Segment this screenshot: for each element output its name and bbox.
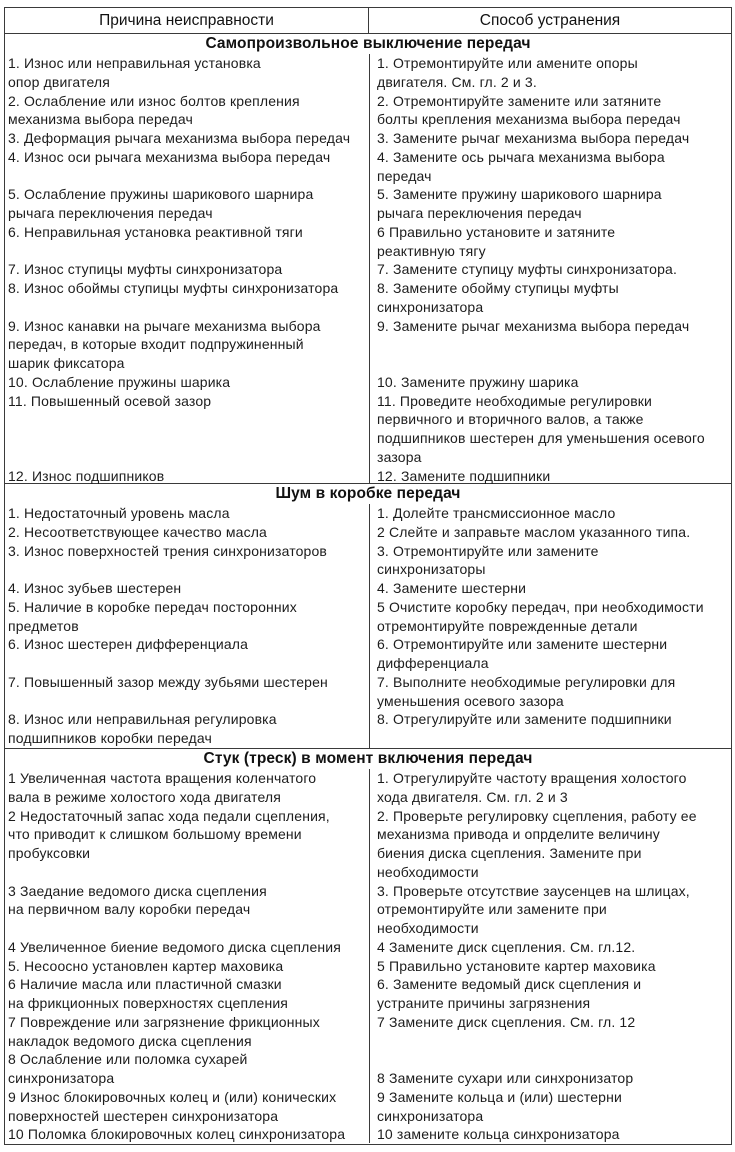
table-row [5, 392, 731, 467]
remedy-cell: 11. Проведите необходимые регулировки первичного и вторичного валов, а также подшипников шестерен для уменьшения осевого зазора [377, 392, 705, 465]
remedy-cell: 7 Замените диск сцепления. См. гл. 12 [377, 1013, 636, 1030]
cause-cell: 2. Ослабление или износ болтов крепления механизма выбора передач [8, 92, 300, 128]
cause-cell: 5. Ослабление пружины шарикового шарнира рычага переключения передач [8, 186, 314, 221]
remedy-cell: 8. Замените обойму ступицы муфты синхронизатора [377, 280, 619, 315]
cause-cell: 8 Ослабление или поломка сухарей синхронизатора [8, 1051, 248, 1086]
cause-cell: 4 Увеличенное биение ведомого диска сцепления [8, 938, 341, 955]
cause-cell: 7. Износ ступицы муфты синхронизатора [8, 261, 283, 278]
table-row [5, 317, 731, 373]
table-row [5, 1013, 731, 1051]
remedy-cell: 6 Правильно установите и затяните реактивную тягу [377, 223, 616, 259]
table-row [5, 975, 731, 1013]
table-row [5, 1050, 731, 1088]
cause-cell: 8. Износ обоймы ступицы муфты синхронизатора [8, 280, 339, 296]
table-row [5, 769, 731, 807]
remedy-cell: 2 Слейте и заправьте маслом указанного типа. [377, 523, 691, 540]
remedy-cell: 7. Замените ступицу муфты синхронизатора. [377, 261, 678, 278]
cause-cell: 11. Повышенный осевой зазор [8, 392, 212, 409]
table-row [5, 373, 731, 392]
section-rows [5, 769, 731, 1144]
table-row [5, 542, 731, 580]
remedy-cell: 1. Долейте трансмиссионное масло [377, 505, 616, 521]
remedy-cell: 4. Замените шестерни [377, 580, 527, 596]
troubleshooting-table [4, 7, 732, 1145]
remedy-cell: 6. Замените ведомый диск сцепления и устраните причины загрязнения [377, 976, 642, 1011]
remedy-cell: 9. Замените рычаг механизма выбора передач [377, 317, 690, 334]
cause-cell: 3. Износ поверхностей трения синхронизаторов [8, 542, 328, 559]
remedy-cell: 12. Замените подшипники [377, 467, 551, 484]
remedy-cell: 6. Отремонтируйте или замените шестерни дифференциала [377, 636, 668, 671]
remedy-cell: 7. Выполните необходимые регулировки для уменьшения осевого зазора [377, 673, 676, 709]
table-row [5, 579, 731, 598]
table-header [5, 8, 731, 34]
cause-cell: 7. Повышенный зазор между зубьями шестерен [8, 673, 328, 690]
remedy-cell: 10. Замените пружину шарика [377, 373, 579, 390]
remedy-cell: 5 Очистите коробку передач, при необходимости отремонтируйте поврежденные детали [377, 598, 704, 634]
cause-cell: 5. Несоосно установлен картер маховика [8, 957, 284, 974]
cause-cell: 10. Ослабление пружины шарика [8, 373, 231, 390]
cause-cell: 12. Износ подшипников [8, 467, 165, 484]
section-title: Самопроизвольное выключение передач [205, 35, 531, 52]
cause-cell: 10 Поломка блокировочных колец синхронизатора [8, 1126, 346, 1143]
table-row [5, 279, 731, 317]
cause-cell: 3 Заедание ведомого диска сцепления на первичном валу коробки передач [8, 882, 267, 918]
cause-cell: 8. Износ или неправильная регулировка подшипников коробки передач [8, 711, 277, 746]
cause-cell: 4. Износ оси рычага механизма выбора передач [8, 148, 331, 165]
cause-cell: 9 Износ блокировочных колец и (или) конических поверхностей шестерен синхронизатора [8, 1088, 337, 1124]
cause-cell: 7 Повреждение или загрязнение фрикционных накладок ведомого диска сцепления [8, 1013, 320, 1049]
cause-cell: 6. Неправильная установка реактивной тяги [8, 223, 303, 240]
remedy-cell: 2. Проверьте регулировку сцепления, работу ее механизма привода и опрделите величину биения диска сцепления. Замените при необходимости [377, 807, 697, 880]
remedy-cell: 5. Замените пружину шарикового шарнира рычага переключения передач [377, 186, 662, 221]
cause-cell: 5. Наличие в коробке передач посторонних предметов [8, 598, 297, 634]
table-row [5, 673, 731, 711]
column-header-remedy: Способ устранения [479, 12, 621, 29]
cause-cell: 2. Несоответствующее качество масла [8, 523, 267, 540]
table-row [5, 635, 731, 673]
cause-cell: 3. Деформация рычага механизма выбора передач [8, 130, 351, 146]
remedy-cell: 2. Отремонтируйте замените или затяните болты крепления механизма выбора передач [377, 92, 681, 128]
table-row [5, 938, 731, 957]
cause-cell: 1. Износ или неправильная установка опор двигателя [8, 55, 261, 90]
remedy-cell: 9 Замените кольца и (или) шестерни синхронизатора [377, 1088, 622, 1124]
table-row [5, 957, 731, 976]
remedy-cell: 1. Отремонтируйте или амените опоры двигателя. См. гл. 2 и 3. [377, 55, 638, 90]
table-row [5, 710, 731, 748]
cause-cell: 4. Износ зубьев шестерен [8, 580, 182, 596]
table-row [5, 185, 731, 223]
cause-cell: 1 Увеличенная частота вращения коленчатого вала в режиме холостого хода двигателя [8, 770, 317, 805]
remedy-cell: 3. Проверьте отсутствие заусенцев на шлицах, отремонтируйте или замените при необходимости [377, 882, 690, 936]
remedy-cell: 10 замените кольца синхронизатора [377, 1126, 620, 1143]
remedy-cell: 3. Отремонтируйте или замените синхронизаторы [377, 542, 599, 578]
remedy-cell: 8. Отрегулируйте или замените подшипники [377, 711, 672, 728]
table-row [5, 148, 731, 186]
table-row [5, 504, 731, 523]
section-title: Шум в коробке передач [275, 485, 461, 502]
section-rows [5, 504, 731, 748]
table-row [5, 260, 731, 279]
remedy-cell: 1. Отрегулируйте частоту вращения холостого хода двигателя. См. гл. 2 и 3 [377, 770, 687, 805]
table-row [5, 467, 731, 486]
table-row [5, 523, 731, 542]
remedy-cell: 8 Замените сухари или синхронизатор [377, 1070, 634, 1086]
remedy-cell: 4. Замените ось рычага механизма выбора передач [377, 148, 665, 184]
cause-cell: 9. Износ канавки на рычаге механизма выбора передач, в которые входит подпружиненный шарик фиксатора [8, 317, 321, 371]
table-row [5, 598, 731, 636]
table-row [5, 1088, 731, 1126]
remedy-cell: 5 Правильно установите картер маховика [377, 957, 656, 974]
remedy-cell: 3. Замените рычаг механизма выбора передач [377, 130, 690, 146]
column-header-cause: Причина неисправности [5, 8, 369, 33]
table-row [5, 882, 731, 938]
table-row [5, 807, 731, 882]
cause-cell: 1. Недостаточный уровень масла [8, 505, 230, 521]
table-row [5, 129, 731, 148]
cause-cell: 2 Недостаточный запас хода педали сцепления, что приводит к слишком большому времени пробуксовки [8, 807, 330, 861]
section-rows [5, 54, 731, 485]
section-gear-engagement-knock [5, 749, 731, 1143]
section-title: Стук (треск) в момент включения передач [203, 750, 533, 767]
table-row [5, 1125, 731, 1144]
table-row [5, 54, 731, 92]
table-row [5, 92, 731, 130]
section-gearbox-noise [5, 484, 731, 749]
section-spontaneous-disengagement [5, 34, 731, 484]
remedy-cell: 4 Замените диск сцепления. См. гл.12. [377, 938, 636, 955]
cause-cell: 6 Наличие масла или пластичной смазки на фрикционных поверхностях сцепления [8, 976, 289, 1011]
cause-cell: 6. Износ шестерен дифференциала [8, 636, 249, 653]
table-row [5, 223, 731, 261]
